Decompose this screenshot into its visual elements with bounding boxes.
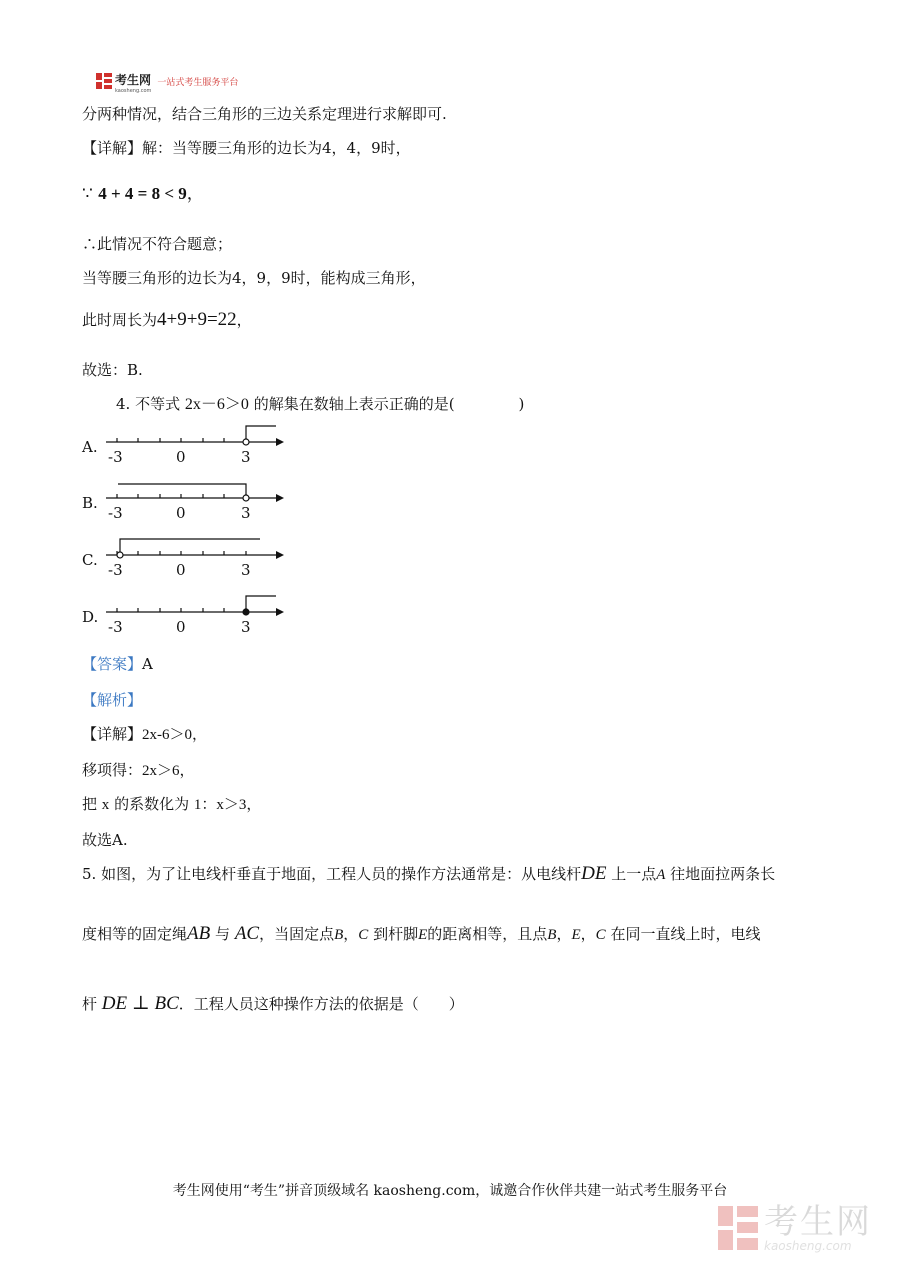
q3-line-4-text: ∴此情况不符合题意； bbox=[82, 235, 233, 253]
option-a-tick-neg3: -3 bbox=[108, 448, 123, 466]
option-d-number-line[interactable] bbox=[80, 594, 290, 640]
q4-stem-c: ) bbox=[518, 395, 525, 413]
option-c-tick-0: 0 bbox=[176, 561, 186, 579]
q5-line-2-i: 在同一直线上时，电线 bbox=[610, 925, 761, 943]
q5-line-2-f: 的距离相等，且点 bbox=[427, 925, 548, 943]
q5-sep-3: ， bbox=[580, 925, 596, 943]
q5-line-1-b: 上一点 bbox=[611, 865, 657, 883]
q5-line-2-c: ，当固定点 bbox=[259, 925, 335, 943]
q3-line-6 bbox=[82, 310, 252, 330]
q5-line-1-a: 5. 如图，为了让电线杆垂直于地面，工程人员的操作方法通常是：从电线杆 bbox=[82, 865, 582, 883]
q3-answer: 故选：B. bbox=[82, 361, 143, 379]
q3-perimeter-equation: 4+9+9=22 bbox=[157, 309, 237, 330]
q3-line-6-text: 此时周长为 bbox=[82, 311, 158, 329]
answer-tag: 【答案】 bbox=[82, 655, 143, 673]
q4-detail-2-label: 移项得： bbox=[82, 761, 143, 779]
option-a-tick-0: 0 bbox=[176, 448, 186, 466]
q3-inequality: 4 + 4 = 8 < 9 bbox=[98, 184, 187, 203]
q5-sep-1: ， bbox=[343, 925, 359, 943]
analysis-tag: 【解析】 bbox=[82, 691, 143, 709]
q4-detail-2-text: 2x＞6， bbox=[142, 763, 195, 779]
option-c-tick-neg3: -3 bbox=[108, 561, 123, 579]
q4-stem-b: 的解集在数轴上表示正确的是( bbox=[253, 395, 455, 413]
option-b-open-point bbox=[243, 495, 249, 501]
q3-line-5 bbox=[82, 268, 426, 288]
q4-detail-3-c: 1：x＞3， bbox=[193, 797, 262, 813]
q3-line-1-text: 分两种情况，结合三角形的三边关系定理进行求解即可. bbox=[82, 105, 447, 123]
q3-line-1 bbox=[82, 104, 447, 124]
logo-slogan: 一站式考生服务平台 bbox=[157, 77, 239, 88]
option-a-label: A. bbox=[82, 438, 98, 456]
option-a-tick-3: 3 bbox=[241, 448, 251, 466]
q5-line-2-a: 度相等的固定绳 bbox=[82, 925, 188, 943]
detail-tag: 【详解】 bbox=[82, 139, 143, 157]
option-c-tick-3: 3 bbox=[241, 561, 251, 579]
q4-stem-a: 不等式 bbox=[135, 395, 181, 413]
option-c-label: C. bbox=[82, 551, 98, 569]
q5-point-c-2: C bbox=[595, 927, 606, 943]
q5-rope-ab: AB bbox=[187, 923, 211, 944]
q5-point-e-2: E bbox=[571, 927, 581, 943]
watermark-logo-icon bbox=[718, 1206, 758, 1250]
q4-detail-4 bbox=[82, 830, 128, 850]
option-b-range-bracket bbox=[118, 484, 246, 498]
header-logo bbox=[96, 72, 239, 94]
q5-sep-2: ， bbox=[556, 925, 572, 943]
q3-line-3 bbox=[82, 184, 204, 204]
option-d-tick-0: 0 bbox=[176, 618, 186, 636]
q4-answer-line bbox=[82, 654, 153, 674]
q5-pole-de: DE bbox=[581, 863, 607, 884]
footer-notice: 考生网使用“考生”拼音顶级域名 kaosheng.com，诚邀合作伙伴共建一站式考生服务平台 bbox=[172, 1183, 728, 1199]
q5-line-3 bbox=[82, 994, 464, 1014]
q5-line-3-a: 杆 bbox=[82, 995, 98, 1013]
q4-inequality: 2x－6＞0 bbox=[184, 396, 249, 413]
option-b-tick-0: 0 bbox=[176, 504, 186, 522]
q4-detail-1 bbox=[82, 724, 207, 745]
watermark-logo bbox=[718, 1204, 872, 1252]
q5-line-2 bbox=[82, 924, 760, 945]
q5-point-a: A bbox=[656, 867, 666, 883]
option-d-range-bracket bbox=[246, 596, 276, 612]
option-c-number-line[interactable] bbox=[80, 537, 290, 583]
kaosheng-logo-icon bbox=[96, 73, 112, 89]
q4-detail-tag: 【详解】 bbox=[82, 725, 143, 743]
q4-detail-1-text: 2x-6＞0， bbox=[142, 727, 208, 743]
q4-detail-3-a: 把 bbox=[82, 795, 98, 813]
q5-line-3-b: ．工程人员这种操作方法的依据是（ ） bbox=[178, 995, 464, 1013]
option-d-closed-point bbox=[243, 609, 249, 615]
q4-stem bbox=[116, 394, 524, 415]
q5-point-b: B bbox=[334, 927, 344, 943]
q4-detail-3-b: 的系数化为 bbox=[114, 795, 190, 813]
q3-line-2-text: 解：当等腰三角形的边长为4，4，9时， bbox=[142, 139, 411, 157]
q5-line-2-e: 到杆脚 bbox=[373, 925, 419, 943]
option-b-label: B. bbox=[82, 494, 98, 512]
watermark-domain: kaosheng.com bbox=[764, 1239, 852, 1253]
q5-line-1-c: 往地面拉两条长 bbox=[670, 865, 776, 883]
q5-line-2-b: 与 bbox=[215, 925, 231, 943]
option-d-tick-neg3: -3 bbox=[108, 618, 123, 636]
logo-domain: kaosheng.com bbox=[115, 87, 152, 94]
because-symbol: ∵ bbox=[82, 184, 93, 204]
option-b-tick-neg3: -3 bbox=[108, 504, 123, 522]
option-a-open-point bbox=[243, 439, 249, 445]
q5-point-e: E bbox=[418, 927, 428, 943]
q4-number: 4. bbox=[116, 395, 131, 413]
q4-answer: A bbox=[142, 655, 153, 673]
option-d-label: D. bbox=[82, 608, 99, 626]
option-c-open-point bbox=[117, 552, 123, 558]
logo-brand: 考生网 bbox=[115, 72, 152, 87]
option-d-tick-3: 3 bbox=[241, 618, 251, 636]
q4-detail-3 bbox=[82, 794, 261, 815]
q3-line-6-end: ， bbox=[236, 311, 252, 329]
option-a-number-line[interactable] bbox=[80, 424, 290, 470]
q5-point-b-2: B bbox=[547, 927, 557, 943]
option-b-number-line[interactable] bbox=[80, 480, 290, 526]
q3-line-4 bbox=[82, 234, 232, 254]
q5-line-1 bbox=[82, 864, 775, 885]
footer-text bbox=[0, 1180, 900, 1200]
q4-detail-3-x: x bbox=[101, 797, 110, 813]
q5-rope-ac: AC bbox=[234, 923, 260, 944]
q3-line-5-text: 当等腰三角形的边长为4，9，9时，能构成三角形， bbox=[82, 269, 426, 287]
q3-line-7 bbox=[82, 360, 143, 380]
q4-analysis-line bbox=[82, 690, 142, 710]
option-a-range-bracket bbox=[246, 426, 276, 442]
option-b-tick-3: 3 bbox=[241, 504, 251, 522]
watermark-brand: 考生网 bbox=[764, 1202, 872, 1242]
q5-point-c: C bbox=[358, 927, 369, 943]
q5-perpendicular: DE ⊥ BC bbox=[101, 993, 179, 1014]
q3-line-3-end: ， bbox=[186, 184, 204, 204]
q3-line-2 bbox=[82, 138, 411, 158]
option-c-range-bracket bbox=[120, 539, 260, 555]
q4-detail-2 bbox=[82, 760, 195, 781]
q4-detail-4-text: 故选A. bbox=[82, 831, 128, 849]
